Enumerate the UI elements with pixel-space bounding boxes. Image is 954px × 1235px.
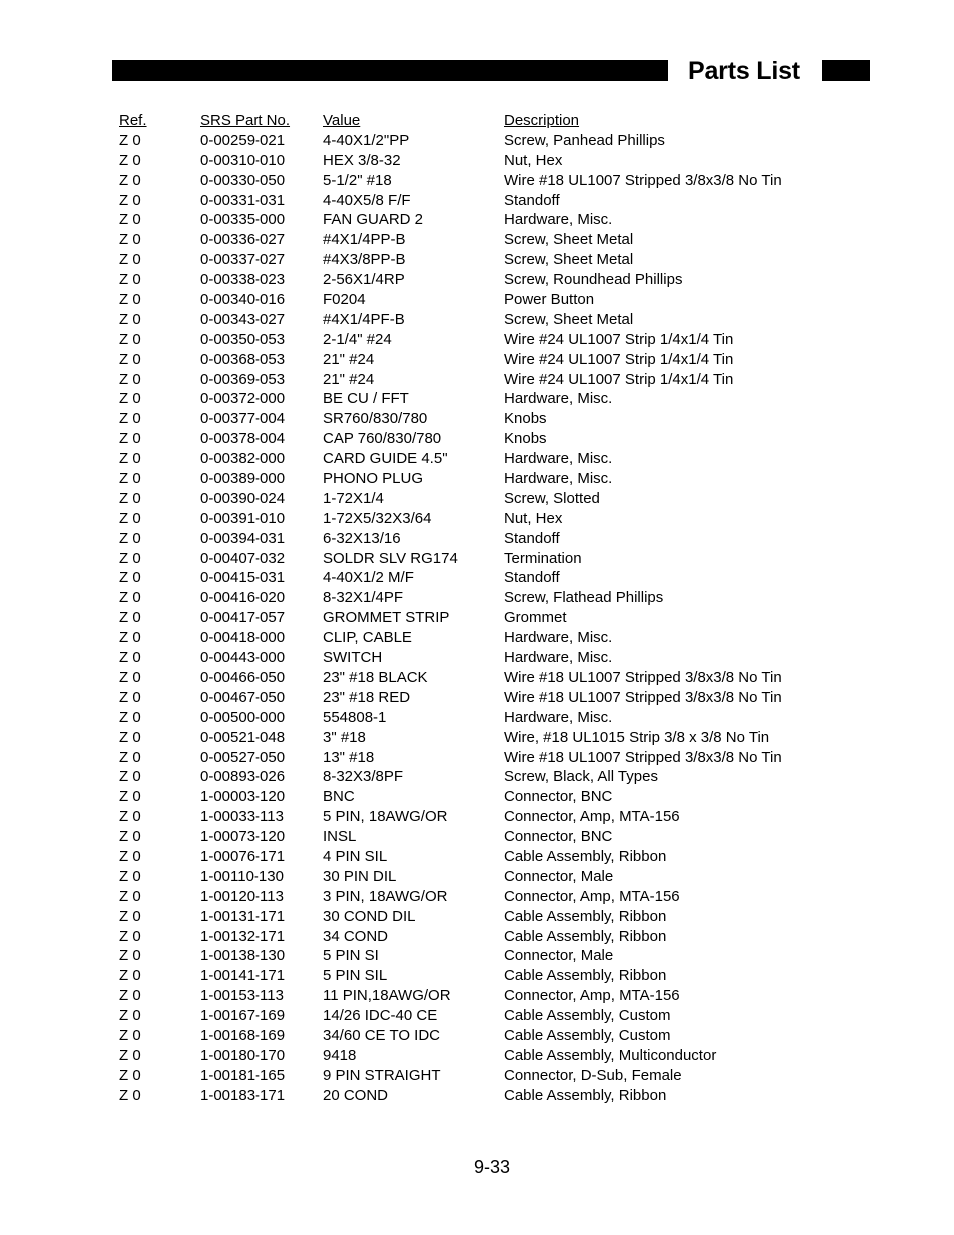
description-cell: Cable Assembly, Ribbon — [504, 1086, 667, 1104]
value-cell: SR760/830/780 — [323, 410, 428, 428]
part-number-cell: 1-00153-113 — [200, 987, 284, 1005]
table-row — [119, 1046, 839, 1066]
value-cell: 4 PIN SIL — [323, 847, 388, 865]
value-cell: 13" #18 — [323, 748, 375, 766]
part-number-cell: 1-00131-171 — [200, 907, 286, 925]
part-number-cell: 0-00418-000 — [200, 629, 286, 647]
value-cell: 34 COND — [323, 927, 389, 945]
ref-cell: Z 0 — [119, 549, 141, 567]
table-row — [119, 429, 839, 449]
value-cell: 23" #18 BLACK — [323, 668, 428, 686]
table-row — [119, 330, 839, 350]
table-row — [119, 1066, 839, 1086]
part-number-cell: 1-00180-170 — [200, 1046, 286, 1064]
description-cell: Wire #18 UL1007 Stripped 3/8x3/8 No Tin — [504, 748, 782, 766]
part-number-cell: 0-00369-053 — [200, 370, 286, 388]
value-cell: 2-56X1/4RP — [323, 271, 405, 289]
description-cell: Hardware, Misc. — [504, 708, 613, 726]
table-row — [119, 986, 839, 1006]
description-cell: Wire #24 UL1007 Strip 1/4x1/4 Tin — [504, 350, 734, 368]
ref-cell: Z 0 — [119, 191, 141, 209]
ref-cell: Z 0 — [119, 947, 141, 965]
table-row — [119, 648, 839, 668]
table-row — [119, 927, 839, 947]
ref-cell: Z 0 — [119, 649, 141, 667]
value-cell: CAP 760/830/780 — [323, 430, 442, 448]
value-cell: 11 PIN,18AWG/OR — [323, 987, 451, 1005]
part-number-cell: 1-00003-120 — [200, 788, 286, 806]
description-cell: Connector, Male — [504, 947, 614, 965]
ref-cell: Z 0 — [119, 808, 141, 826]
description-cell: Wire #24 UL1007 Strip 1/4x1/4 Tin — [504, 330, 734, 348]
description-cell: Screw, Roundhead Phillips — [504, 271, 683, 289]
ref-cell: Z 0 — [119, 509, 141, 527]
part-number-cell: 0-00391-010 — [200, 509, 286, 527]
table-row — [119, 628, 839, 648]
part-number-cell: 0-00340-016 — [200, 291, 286, 309]
part-number-cell: 0-00350-053 — [200, 330, 286, 348]
table-row — [119, 1026, 839, 1046]
table-body — [119, 131, 839, 1106]
ref-cell: Z 0 — [119, 430, 141, 448]
table-row — [119, 966, 839, 986]
description-cell: Cable Assembly, Ribbon — [504, 967, 667, 985]
table-row — [119, 270, 839, 290]
value-cell: BE CU / FFT — [323, 390, 409, 408]
ref-cell: Z 0 — [119, 251, 141, 269]
table-row — [119, 946, 839, 966]
table-row — [119, 568, 839, 588]
value-cell: 9418 — [323, 1046, 357, 1064]
value-cell: FAN GUARD 2 — [323, 211, 424, 229]
column-header-ref: Ref. — [119, 112, 147, 129]
table-row — [119, 907, 839, 927]
value-cell: PHONO PLUG — [323, 470, 424, 488]
value-cell: 30 PIN DIL — [323, 867, 397, 885]
part-number-cell: 1-00141-171 — [200, 967, 286, 985]
part-number-cell: 0-00467-050 — [200, 688, 286, 706]
part-number-cell: 1-00120-113 — [200, 887, 284, 905]
value-cell: 5-1/2" #18 — [323, 171, 392, 189]
part-number-cell: 1-00167-169 — [200, 1007, 286, 1025]
part-number-cell: 0-00527-050 — [200, 748, 286, 766]
part-number-cell: 0-00368-053 — [200, 350, 286, 368]
part-number-cell: 0-00521-048 — [200, 728, 286, 746]
value-cell: 9 PIN STRAIGHT — [323, 1066, 441, 1084]
value-cell: INSL — [323, 828, 357, 846]
table-row — [119, 847, 839, 867]
ref-cell: Z 0 — [119, 310, 141, 328]
table-row — [119, 350, 839, 370]
description-cell: Grommet — [504, 609, 567, 627]
description-cell: Hardware, Misc. — [504, 649, 613, 667]
column-header-part-no: SRS Part No. — [200, 112, 291, 129]
ref-cell: Z 0 — [119, 350, 141, 368]
description-cell: Hardware, Misc. — [504, 211, 613, 229]
part-number-cell: 0-00389-000 — [200, 470, 286, 488]
ref-cell: Z 0 — [119, 828, 141, 846]
table-row — [119, 668, 839, 688]
description-cell: Wire, #18 UL1015 Strip 3/8 x 3/8 No Tin — [504, 728, 770, 746]
ref-cell: Z 0 — [119, 370, 141, 388]
ref-cell: Z 0 — [119, 450, 141, 468]
table-row — [119, 310, 839, 330]
table-row — [119, 1006, 839, 1026]
part-number-cell: 1-00076-171 — [200, 847, 286, 865]
ref-cell: Z 0 — [119, 927, 141, 945]
ref-cell: Z 0 — [119, 171, 141, 189]
ref-cell: Z 0 — [119, 907, 141, 925]
part-number-cell: 1-00132-171 — [200, 927, 286, 945]
part-number-cell: 0-00335-000 — [200, 211, 286, 229]
description-cell: Screw, Slotted — [504, 489, 600, 507]
description-cell: Wire #24 UL1007 Strip 1/4x1/4 Tin — [504, 370, 734, 388]
value-cell: 34/60 CE TO IDC — [323, 1026, 440, 1044]
description-cell: Wire #18 UL1007 Stripped 3/8x3/8 No Tin — [504, 171, 782, 189]
ref-cell: Z 0 — [119, 410, 141, 428]
value-cell: SOLDR SLV RG174 — [323, 549, 458, 567]
description-cell: Screw, Sheet Metal — [504, 251, 634, 269]
part-number-cell: 0-00337-027 — [200, 251, 286, 269]
description-cell: Standoff — [504, 569, 560, 587]
value-cell: SWITCH — [323, 649, 383, 667]
ref-cell: Z 0 — [119, 569, 141, 587]
part-number-cell: 0-00394-031 — [200, 529, 286, 547]
column-header-value: Value — [323, 112, 361, 129]
value-cell: 5 PIN SIL — [323, 967, 388, 985]
part-number-cell: 0-00416-020 — [200, 589, 286, 607]
part-number-cell: 0-00338-023 — [200, 271, 286, 289]
description-cell: Connector, D-Sub, Female — [504, 1066, 682, 1084]
description-cell: Cable Assembly, Ribbon — [504, 847, 667, 865]
description-cell: Hardware, Misc. — [504, 450, 613, 468]
ref-cell: Z 0 — [119, 668, 141, 686]
table-row — [119, 827, 839, 847]
part-number-cell: 1-00110-130 — [200, 867, 284, 885]
ref-cell: Z 0 — [119, 967, 141, 985]
part-number-cell: 0-00378-004 — [200, 430, 286, 448]
table-row — [119, 807, 839, 827]
value-cell: 21" #24 — [323, 370, 375, 388]
table-row — [119, 191, 839, 211]
ref-cell: Z 0 — [119, 728, 141, 746]
ref-cell: Z 0 — [119, 1086, 141, 1104]
part-number-cell: 0-00343-027 — [200, 310, 286, 328]
ref-cell: Z 0 — [119, 688, 141, 706]
value-cell: 2-1/4" #24 — [323, 330, 392, 348]
ref-cell: Z 0 — [119, 867, 141, 885]
part-number-cell: 0-00390-024 — [200, 489, 286, 507]
table-row — [119, 1086, 839, 1106]
ref-cell: Z 0 — [119, 748, 141, 766]
description-cell: Connector, Amp, MTA-156 — [504, 808, 680, 826]
part-number-cell: 0-00407-032 — [200, 549, 286, 567]
ref-cell: Z 0 — [119, 887, 141, 905]
description-cell: Cable Assembly, Custom — [504, 1026, 671, 1044]
value-cell: 21" #24 — [323, 350, 375, 368]
value-cell: 1-72X1/4 — [323, 489, 384, 507]
part-number-cell: 1-00033-113 — [200, 808, 284, 826]
value-cell: 1-72X5/32X3/64 — [323, 509, 432, 527]
description-cell: Wire #18 UL1007 Stripped 3/8x3/8 No Tin — [504, 668, 782, 686]
ref-cell: Z 0 — [119, 291, 141, 309]
part-number-cell: 1-00168-169 — [200, 1026, 286, 1044]
part-number-cell: 0-00893-026 — [200, 768, 286, 786]
table-row — [119, 748, 839, 768]
ref-cell: Z 0 — [119, 1066, 141, 1084]
value-cell: BNC — [323, 788, 355, 806]
ref-cell: Z 0 — [119, 629, 141, 647]
table-row — [119, 867, 839, 887]
description-cell: Cable Assembly, Ribbon — [504, 927, 667, 945]
value-cell: 6-32X13/16 — [323, 529, 401, 547]
description-cell: Screw, Panhead Phillips — [504, 131, 665, 149]
table-row — [119, 370, 839, 390]
ref-cell: Z 0 — [119, 788, 141, 806]
ref-cell: Z 0 — [119, 131, 141, 149]
description-cell: Connector, Amp, MTA-156 — [504, 887, 680, 905]
table-row — [119, 787, 839, 807]
ref-cell: Z 0 — [119, 271, 141, 289]
description-cell: Power Button — [504, 291, 595, 309]
description-cell: Knobs — [504, 410, 547, 428]
table-row — [119, 290, 839, 310]
description-cell: Knobs — [504, 430, 547, 448]
header-rule-right — [822, 60, 870, 81]
description-cell: Screw, Black, All Types — [504, 768, 658, 786]
description-cell: Screw, Sheet Metal — [504, 231, 634, 249]
table-row — [119, 210, 839, 230]
description-cell: Connector, BNC — [504, 788, 613, 806]
description-cell: Screw, Sheet Metal — [504, 310, 634, 328]
value-cell: #4X3/8PP-B — [323, 251, 406, 269]
table-row — [119, 767, 839, 787]
table-row — [119, 588, 839, 608]
table-row — [119, 728, 839, 748]
part-number-cell: 1-00073-120 — [200, 828, 286, 846]
part-number-cell: 0-00443-000 — [200, 649, 286, 667]
description-cell: Hardware, Misc. — [504, 629, 613, 647]
table-row — [119, 549, 839, 569]
description-cell: Connector, Male — [504, 867, 614, 885]
table-row — [119, 151, 839, 171]
header-rule-left — [112, 60, 668, 81]
ref-cell: Z 0 — [119, 768, 141, 786]
description-cell: Connector, Amp, MTA-156 — [504, 987, 680, 1005]
ref-cell: Z 0 — [119, 489, 141, 507]
part-number-cell: 0-00330-050 — [200, 171, 286, 189]
table-row — [119, 688, 839, 708]
value-cell: 20 COND — [323, 1086, 389, 1104]
table-row — [119, 469, 839, 489]
column-header-description: Description — [504, 112, 580, 129]
part-number-cell: 0-00372-000 — [200, 390, 286, 408]
description-cell: Hardware, Misc. — [504, 470, 613, 488]
part-number-cell: 0-00331-031 — [200, 191, 286, 209]
description-cell: Screw, Flathead Phillips — [504, 589, 664, 607]
table-row — [119, 887, 839, 907]
table-row — [119, 708, 839, 728]
page-title: Parts List — [688, 57, 800, 85]
table-header-row — [119, 111, 839, 131]
description-cell: Nut, Hex — [504, 151, 563, 169]
value-cell: 23" #18 RED — [323, 688, 411, 706]
description-cell: Cable Assembly, Ribbon — [504, 907, 667, 925]
part-number-cell: 0-00415-031 — [200, 569, 286, 587]
value-cell: 5 PIN SI — [323, 947, 379, 965]
description-cell: Wire #18 UL1007 Stripped 3/8x3/8 No Tin — [504, 688, 782, 706]
part-number-cell: 0-00377-004 — [200, 410, 286, 428]
description-cell: Nut, Hex — [504, 509, 563, 527]
table-row — [119, 608, 839, 628]
ref-cell: Z 0 — [119, 390, 141, 408]
value-cell: 5 PIN, 18AWG/OR — [323, 808, 448, 826]
parts-table — [119, 111, 839, 1106]
table-row — [119, 131, 839, 151]
ref-cell: Z 0 — [119, 847, 141, 865]
ref-cell: Z 0 — [119, 231, 141, 249]
page-number: 9-33 — [473, 1157, 511, 1177]
ref-cell: Z 0 — [119, 470, 141, 488]
table-row — [119, 449, 839, 469]
part-number-cell: 0-00259-021 — [200, 131, 286, 149]
description-cell: Connector, BNC — [504, 828, 613, 846]
ref-cell: Z 0 — [119, 211, 141, 229]
value-cell: 8-32X1/4PF — [323, 589, 404, 607]
value-cell: HEX 3/8-32 — [323, 151, 401, 169]
table-row — [119, 389, 839, 409]
part-number-cell: 0-00417-057 — [200, 609, 286, 627]
value-cell: 4-40X1/2 M/F — [323, 569, 414, 587]
part-number-cell: 0-00382-000 — [200, 450, 286, 468]
table-row — [119, 509, 839, 529]
ref-cell: Z 0 — [119, 987, 141, 1005]
value-cell: F0204 — [323, 291, 366, 309]
part-number-cell: 0-00336-027 — [200, 231, 286, 249]
ref-cell: Z 0 — [119, 330, 141, 348]
table-row — [119, 529, 839, 549]
value-cell: 3" #18 — [323, 728, 366, 746]
value-cell: 554808-1 — [323, 708, 387, 726]
description-cell: Cable Assembly, Custom — [504, 1007, 671, 1025]
ref-cell: Z 0 — [119, 589, 141, 607]
description-cell: Standoff — [504, 191, 560, 209]
value-cell: 14/26 IDC-40 CE — [323, 1007, 438, 1025]
value-cell: 3 PIN, 18AWG/OR — [323, 887, 448, 905]
table-row — [119, 171, 839, 191]
part-number-cell: 1-00138-130 — [200, 947, 286, 965]
part-number-cell: 0-00310-010 — [200, 151, 286, 169]
ref-cell: Z 0 — [119, 151, 141, 169]
part-number-cell: 0-00466-050 — [200, 668, 286, 686]
table-row — [119, 489, 839, 509]
ref-cell: Z 0 — [119, 529, 141, 547]
ref-cell: Z 0 — [119, 1046, 141, 1064]
part-number-cell: 1-00181-165 — [200, 1066, 286, 1084]
value-cell: 8-32X3/8PF — [323, 768, 404, 786]
table-row — [119, 230, 839, 250]
table-row — [119, 409, 839, 429]
description-cell: Termination — [504, 549, 582, 567]
value-cell: GROMMET STRIP — [323, 609, 450, 627]
ref-cell: Z 0 — [119, 609, 141, 627]
value-cell: CLIP, CABLE — [323, 629, 412, 647]
ref-cell: Z 0 — [119, 1007, 141, 1025]
ref-cell: Z 0 — [119, 1026, 141, 1044]
value-cell: 30 COND DIL — [323, 907, 416, 925]
value-cell: 4-40X5/8 F/F — [323, 191, 411, 209]
description-cell: Standoff — [504, 529, 560, 547]
part-number-cell: 1-00183-171 — [200, 1086, 286, 1104]
part-number-cell: 0-00500-000 — [200, 708, 286, 726]
value-cell: #4X1/4PF-B — [323, 310, 405, 328]
value-cell: 4-40X1/2"PP — [323, 131, 410, 149]
value-cell: CARD GUIDE 4.5" — [323, 450, 448, 468]
value-cell: #4X1/4PP-B — [323, 231, 406, 249]
table-row — [119, 250, 839, 270]
description-cell: Hardware, Misc. — [504, 390, 613, 408]
description-cell: Cable Assembly, Multiconductor — [504, 1046, 717, 1064]
ref-cell: Z 0 — [119, 708, 141, 726]
